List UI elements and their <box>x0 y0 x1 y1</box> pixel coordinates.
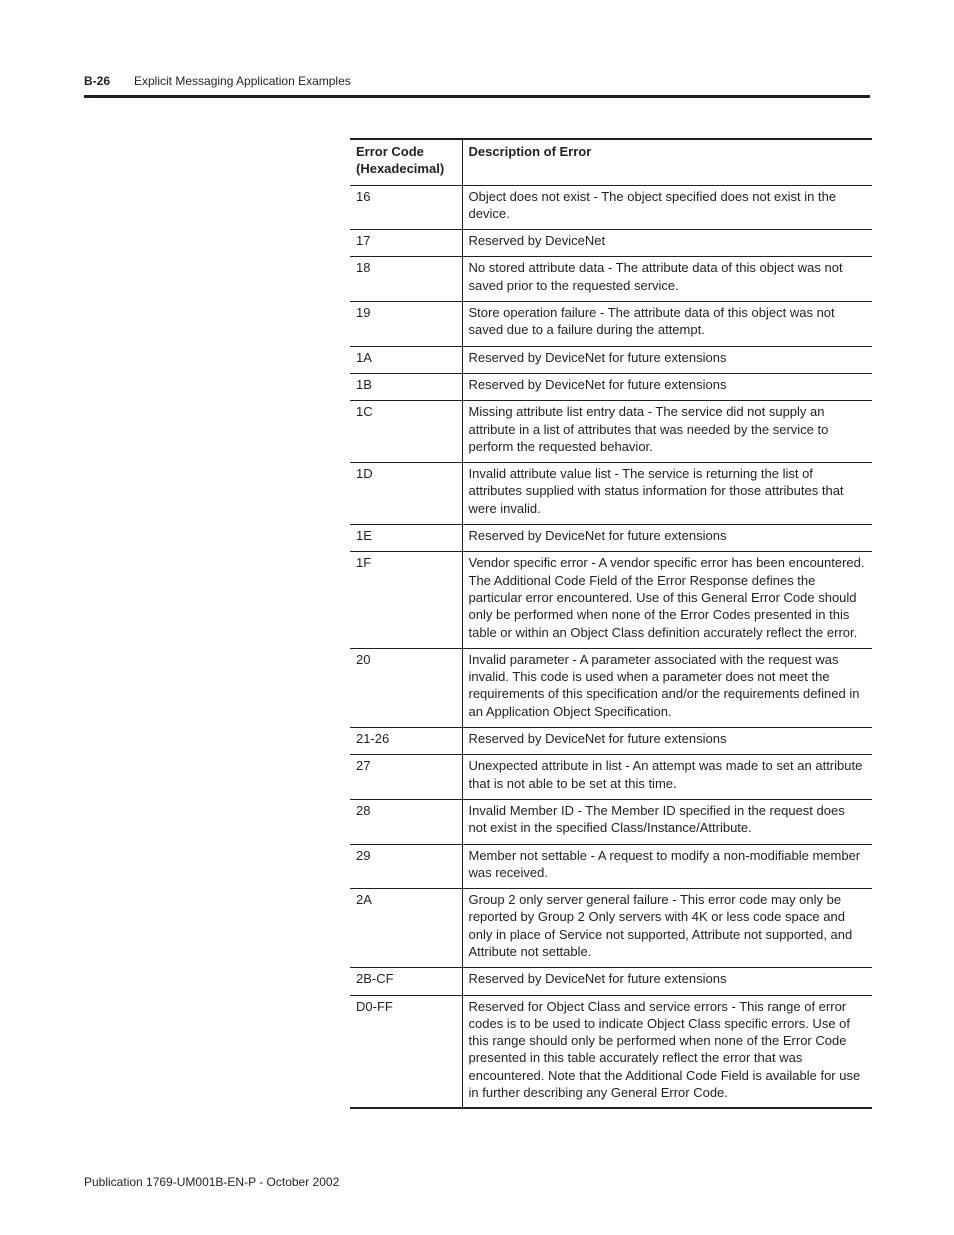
table-row <box>350 968 872 995</box>
error-code-cell: 20 <box>350 648 462 727</box>
table-row <box>350 185 872 230</box>
error-description-cell: Reserved by DeviceNet for future extensions <box>462 728 872 755</box>
error-code-cell: 2A <box>350 889 462 968</box>
section-title: Explicit Messaging Application Examples <box>134 74 351 88</box>
page-number: B-26 <box>84 74 111 88</box>
error-code-cell: 1A <box>350 346 462 373</box>
error-description-cell: Group 2 only server general failure - This error code may only be reported by Group 2 Only servers with 4K or less code space and only in place of Service not supported, Attribute not supported, and Attribute not settable. <box>462 889 872 968</box>
error-code-cell: 17 <box>350 230 462 257</box>
error-description-cell: Object does not exist - The object specified does not exist in the device. <box>462 185 872 230</box>
error-code-cell: 1D <box>350 463 462 525</box>
table-row <box>350 230 872 257</box>
error-description-cell: Store operation failure - The attribute data of this object was not saved due to a failure during the attempt. <box>462 302 872 347</box>
error-description-cell: Reserved by DeviceNet for future extensions <box>462 968 872 995</box>
error-description-cell: Reserved by DeviceNet for future extensions <box>462 373 872 400</box>
error-code-cell: 1B <box>350 373 462 400</box>
table-row <box>350 844 872 889</box>
error-code-cell: 1C <box>350 401 462 463</box>
table-row <box>350 648 872 727</box>
error-description-cell: Invalid attribute value list - The service is returning the list of attributes supplied with status information for those attributes that were invalid. <box>462 463 872 525</box>
error-description-cell: Unexpected attribute in list - An attempt was made to set an attribute that is not able to be set at this time. <box>462 755 872 800</box>
error-description-cell: Member not settable - A request to modify a non-modifiable member was received. <box>462 844 872 889</box>
column-header-error-code: Error Code (Hexadecimal) <box>350 139 462 185</box>
table-row <box>350 995 872 1108</box>
error-code-cell: 1E <box>350 525 462 552</box>
table-row <box>350 889 872 968</box>
error-description-cell: Reserved by DeviceNet <box>462 230 872 257</box>
error-description-cell: Reserved by DeviceNet for future extensions <box>462 525 872 552</box>
error-description-cell: Missing attribute list entry data - The service did not supply an attribute in a list of attributes that was needed by the service to perform the requested behavior. <box>462 401 872 463</box>
table-body <box>350 185 872 1108</box>
table-row <box>350 373 872 400</box>
table-row <box>350 755 872 800</box>
error-code-table <box>350 138 872 1109</box>
column-header-description: Description of Error <box>462 139 872 185</box>
publication-footer: Publication 1769-UM001B-EN-P - October 2002 <box>84 1175 340 1189</box>
error-code-cell: 29 <box>350 844 462 889</box>
table-header-row <box>350 139 872 185</box>
error-code-cell: 1F <box>350 552 462 648</box>
error-code-cell: 18 <box>350 257 462 302</box>
table-row <box>350 525 872 552</box>
table-row <box>350 552 872 648</box>
table-row <box>350 463 872 525</box>
error-code-cell: 2B-CF <box>350 968 462 995</box>
error-code-cell: 27 <box>350 755 462 800</box>
error-description-cell: Reserved by DeviceNet for future extensions <box>462 346 872 373</box>
error-description-cell: Vendor specific error - A vendor specific error has been encountered. The Additional Code Field of the Error Response defines the particular error encountered. Use of this General Error Code should only be performed when none of the Error Codes presented in this table or within an Object Class definition accurately reflect the error. <box>462 552 872 648</box>
error-code-cell: 16 <box>350 185 462 230</box>
error-code-cell: 28 <box>350 799 462 844</box>
table-row <box>350 346 872 373</box>
running-header <box>84 73 351 89</box>
table-row <box>350 401 872 463</box>
error-description-cell: Reserved for Object Class and service errors - This range of error codes is to be used to indicate Object Class specific errors. Use of this range should only be performed when none of the Error Code presented in this table accurately reflect the error that was encountered. Note that the Additional Code Field is available for use in further describing any General Error Code. <box>462 995 872 1108</box>
header-rule <box>84 95 870 98</box>
error-code-cell: 21-26 <box>350 728 462 755</box>
error-description-cell: Invalid parameter - A parameter associated with the request was invalid. This code is used when a parameter does not meet the requirements of this specification and/or the requirements defined in an Application Object Specification. <box>462 648 872 727</box>
table-row <box>350 728 872 755</box>
error-description-cell: No stored attribute data - The attribute data of this object was not saved prior to the requested service. <box>462 257 872 302</box>
table-row <box>350 257 872 302</box>
error-code-cell: 19 <box>350 302 462 347</box>
table-row <box>350 302 872 347</box>
error-description-cell: Invalid Member ID - The Member ID specified in the request does not exist in the specified Class/Instance/Attribute. <box>462 799 872 844</box>
error-code-cell: D0-FF <box>350 995 462 1108</box>
error-code-table-container <box>350 138 872 1109</box>
table-row <box>350 799 872 844</box>
